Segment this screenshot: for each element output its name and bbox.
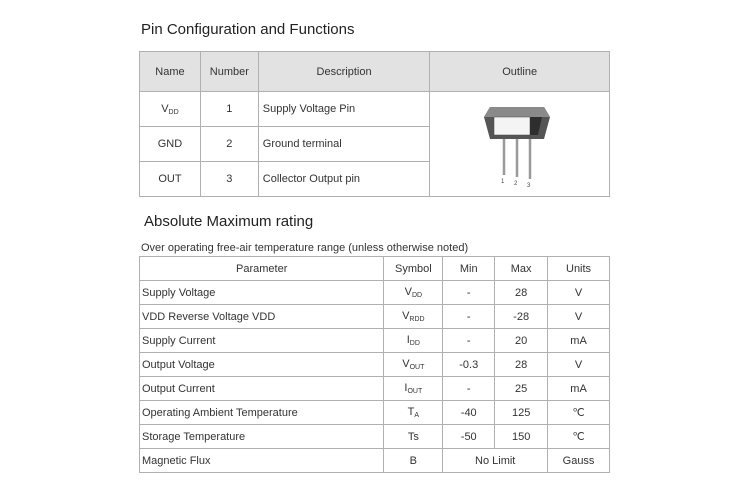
header-symbol: Symbol	[384, 257, 443, 281]
table-row	[140, 377, 610, 401]
min-cell: -	[443, 377, 495, 401]
range-cell: No Limit	[443, 449, 548, 473]
units-cell: V	[548, 353, 610, 377]
max-cell: 25	[495, 377, 548, 401]
units-cell: V	[548, 305, 610, 329]
min-cell: -	[443, 329, 495, 353]
header-outline: Outline	[430, 52, 610, 92]
pin-2-label: 2	[513, 180, 518, 187]
min-cell: -	[443, 305, 495, 329]
parameter-cell: Supply Voltage	[140, 281, 384, 305]
table-row	[140, 329, 610, 353]
units-cell: mA	[548, 377, 610, 401]
units-cell: ℃	[548, 401, 610, 425]
units-cell: Gauss	[548, 449, 610, 473]
header-parameter: Parameter	[140, 257, 384, 281]
table-row	[140, 305, 610, 329]
pin-name: OUT	[140, 162, 201, 197]
max-cell: 125	[495, 401, 548, 425]
units-cell: ℃	[548, 425, 610, 449]
header-description: Description	[258, 52, 430, 92]
parameter-cell: Operating Ambient Temperature	[140, 401, 384, 425]
max-cell: 20	[495, 329, 548, 353]
symbol-cell: $V_{DD}$	[384, 281, 443, 305]
pin-table-header	[140, 52, 610, 92]
symbol-cell: $V_{RDD}$	[384, 305, 443, 329]
max-cell: -28	[495, 305, 548, 329]
table-row	[140, 449, 610, 473]
pin-3-label: 3	[526, 182, 531, 189]
max-cell: 28	[495, 353, 548, 377]
units-cell: V	[548, 281, 610, 305]
symbol-cell: $T_A$	[384, 401, 443, 425]
units-cell: mA	[548, 329, 610, 353]
package-outline-image	[480, 97, 560, 189]
parameter-cell: Supply Current	[140, 329, 384, 353]
table-row	[140, 281, 610, 305]
max-cell: 28	[495, 281, 548, 305]
min-cell: -	[443, 281, 495, 305]
header-number: Number	[200, 52, 258, 92]
symbol-cell: Ts	[384, 425, 443, 449]
pin-number: 3	[200, 162, 258, 197]
pin-description: Collector Output pin	[258, 162, 430, 197]
header-units: Units	[548, 257, 610, 281]
symbol-cell: $V_{OUT}$	[384, 353, 443, 377]
pin-description: Ground terminal	[258, 127, 430, 162]
abs-section-note: Over operating free-air temperature range (unless otherwise noted)	[141, 242, 469, 254]
table-row	[140, 92, 610, 127]
header-max: Max	[495, 257, 548, 281]
pin-1-label: 1	[500, 178, 505, 185]
parameter-cell: Magnetic Flux	[140, 449, 384, 473]
symbol-cell: $I_{DD}$	[384, 329, 443, 353]
parameter-cell: Output Current	[140, 377, 384, 401]
pin-section-title: Pin Configuration and Functions	[141, 21, 355, 38]
table-row	[140, 401, 610, 425]
parameter-cell: Output Voltage	[140, 353, 384, 377]
max-cell: 150	[495, 425, 548, 449]
pin-name: $V_{DD}$	[140, 92, 201, 127]
header-name: Name	[140, 52, 201, 92]
outline-cell	[430, 92, 610, 197]
pin-name: GND	[140, 127, 201, 162]
table-row	[140, 425, 610, 449]
table-row	[140, 353, 610, 377]
pin-description: Supply Voltage Pin	[258, 92, 430, 127]
symbol-cell: $I_{OUT}$	[384, 377, 443, 401]
min-cell: -40	[443, 401, 495, 425]
header-min: Min	[443, 257, 495, 281]
min-cell: -0.3	[443, 353, 495, 377]
parameter-cell: VDD Reverse Voltage VDD	[140, 305, 384, 329]
abs-table-header	[140, 257, 610, 281]
pin-table	[139, 51, 610, 197]
parameter-cell: Storage Temperature	[140, 425, 384, 449]
pin-number: 2	[200, 127, 258, 162]
min-cell: -50	[443, 425, 495, 449]
abs-max-table	[139, 256, 610, 473]
abs-section-title: Absolute Maximum rating	[144, 213, 314, 230]
pin-number: 1	[200, 92, 258, 127]
symbol-cell: B	[384, 449, 443, 473]
